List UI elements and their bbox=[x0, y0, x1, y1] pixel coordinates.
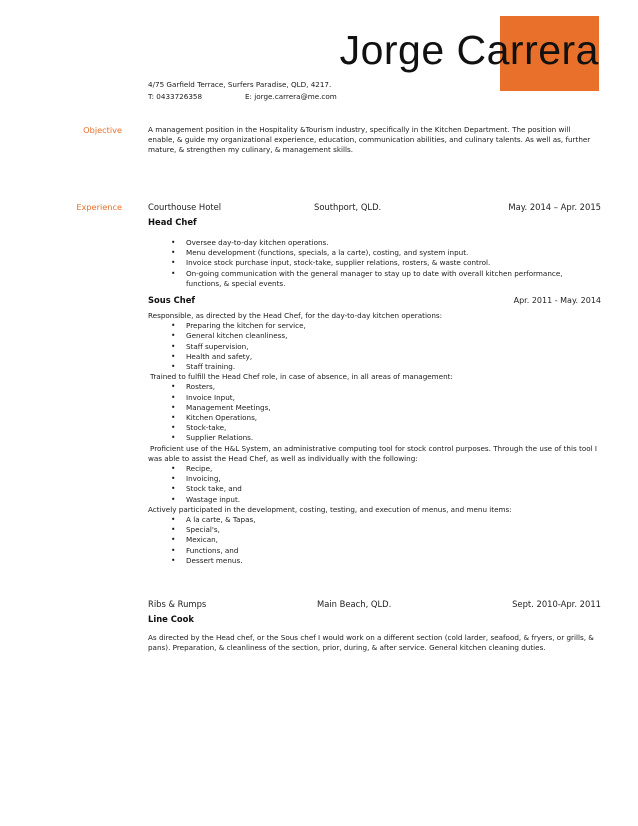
list-item: • Menu development (functions, specials, a la carte), costing, and system input. bbox=[148, 248, 568, 258]
list-item: • Invoice Input, bbox=[148, 393, 602, 403]
employer: Courthouse Hotel bbox=[148, 202, 222, 212]
address: 4/75 Garfield Terrace, Surfers Paradise, QLD, 4217. bbox=[148, 80, 332, 89]
paragraph: Actively participated in the development, costing, testing, and execution of menus, and menu items: bbox=[148, 504, 512, 514]
list-item: • Functions, and bbox=[148, 546, 602, 556]
role-title: Line Cook bbox=[148, 614, 194, 624]
objective-text: A management position in the Hospitality &Tourism industry, specifically in the Kitchen Department. The position will enable, & guide my organizational experience, education, communication abilities, and culinary talents. As well as, further mature, & strengthen my culinary, & management skills. bbox=[148, 125, 591, 155]
list-item: • Health and safety, bbox=[148, 352, 602, 362]
bullet-list bbox=[148, 382, 602, 443]
duties-list bbox=[148, 238, 568, 289]
job-header bbox=[148, 599, 601, 611]
paragraph: Responsible, as directed by the Head Chef, for the day-to-day kitchen operations: bbox=[148, 311, 443, 320]
experience-label: Experience bbox=[76, 202, 122, 212]
paragraph: Trained to fulfill the Head Chef role, in case of absence, in all areas of management: bbox=[150, 372, 453, 382]
list-item: • Invoice stock purchase input, stock-take, supplier relations, rosters, & waste control. bbox=[148, 258, 568, 268]
role-description: As directed by the Head chef, or the Sous chef I would work on a different section (cold larder, seafood, & fryers, or grills, & pans). Preparation, & cleanliness of the section, prior, during, & after service. General kitchen cleaning duties. bbox=[148, 633, 594, 653]
candidate-name: Jorge Carrera bbox=[339, 27, 599, 73]
bullet-list bbox=[148, 464, 602, 505]
list-item: • Dessert menus. bbox=[148, 556, 602, 566]
list-item: • Staff supervision, bbox=[148, 342, 602, 352]
list-item: • On-going communication with the general manager to stay up to date with overall kitchen performance, functions, & special events. bbox=[148, 269, 568, 289]
list-item: • Stock take, and bbox=[148, 484, 602, 494]
list-item: • Preparing the kitchen for service, bbox=[148, 321, 602, 331]
list-item: • Rosters, bbox=[148, 382, 602, 392]
bullet-list bbox=[148, 515, 602, 566]
list-item: • General kitchen cleanliness, bbox=[148, 331, 602, 341]
list-item: • Staff training. bbox=[148, 362, 602, 372]
list-item: • Supplier Relations. bbox=[148, 433, 602, 443]
sous-chef-details bbox=[148, 311, 602, 566]
job-header bbox=[148, 202, 601, 214]
dates: Sept. 2010-Apr. 2011 bbox=[512, 599, 601, 609]
list-item: • Invoicing, bbox=[148, 474, 602, 484]
list-item: • Recipe, bbox=[148, 464, 602, 474]
phone: T: 0433726358 bbox=[148, 92, 203, 101]
list-item: • Kitchen Operations, bbox=[148, 413, 602, 423]
list-item: • Wastage input. bbox=[148, 495, 602, 505]
bullet-list bbox=[148, 321, 602, 372]
list-item: • Management Meetings, bbox=[148, 403, 602, 413]
list-item: • Mexican, bbox=[148, 535, 602, 545]
employer: Ribs & Rumps bbox=[148, 599, 207, 609]
dates: May. 2014 – Apr. 2015 bbox=[508, 202, 601, 212]
location: Main Beach, QLD. bbox=[317, 599, 392, 609]
location: Southport, QLD. bbox=[314, 202, 382, 212]
list-item: • Oversee day-to-day kitchen operations. bbox=[148, 238, 568, 248]
objective-label: Objective bbox=[83, 125, 122, 135]
list-item: • Stock-take, bbox=[148, 423, 602, 433]
paragraph: Proficient use of the H&L System, an administrative computing tool for stock control purposes. Through the use of this tool I was able to assist the Head Chef, as well as individually with the following: bbox=[148, 443, 598, 463]
role-title: Head Chef bbox=[148, 217, 197, 227]
list-item: • Special's, bbox=[148, 525, 602, 535]
role-title: Sous Chef bbox=[148, 295, 196, 305]
dates: Apr. 2011 - May. 2014 bbox=[513, 296, 601, 305]
list-item: • A la carte, & Tapas, bbox=[148, 515, 602, 525]
email: E: jorge.carrera@me.com bbox=[245, 92, 337, 101]
